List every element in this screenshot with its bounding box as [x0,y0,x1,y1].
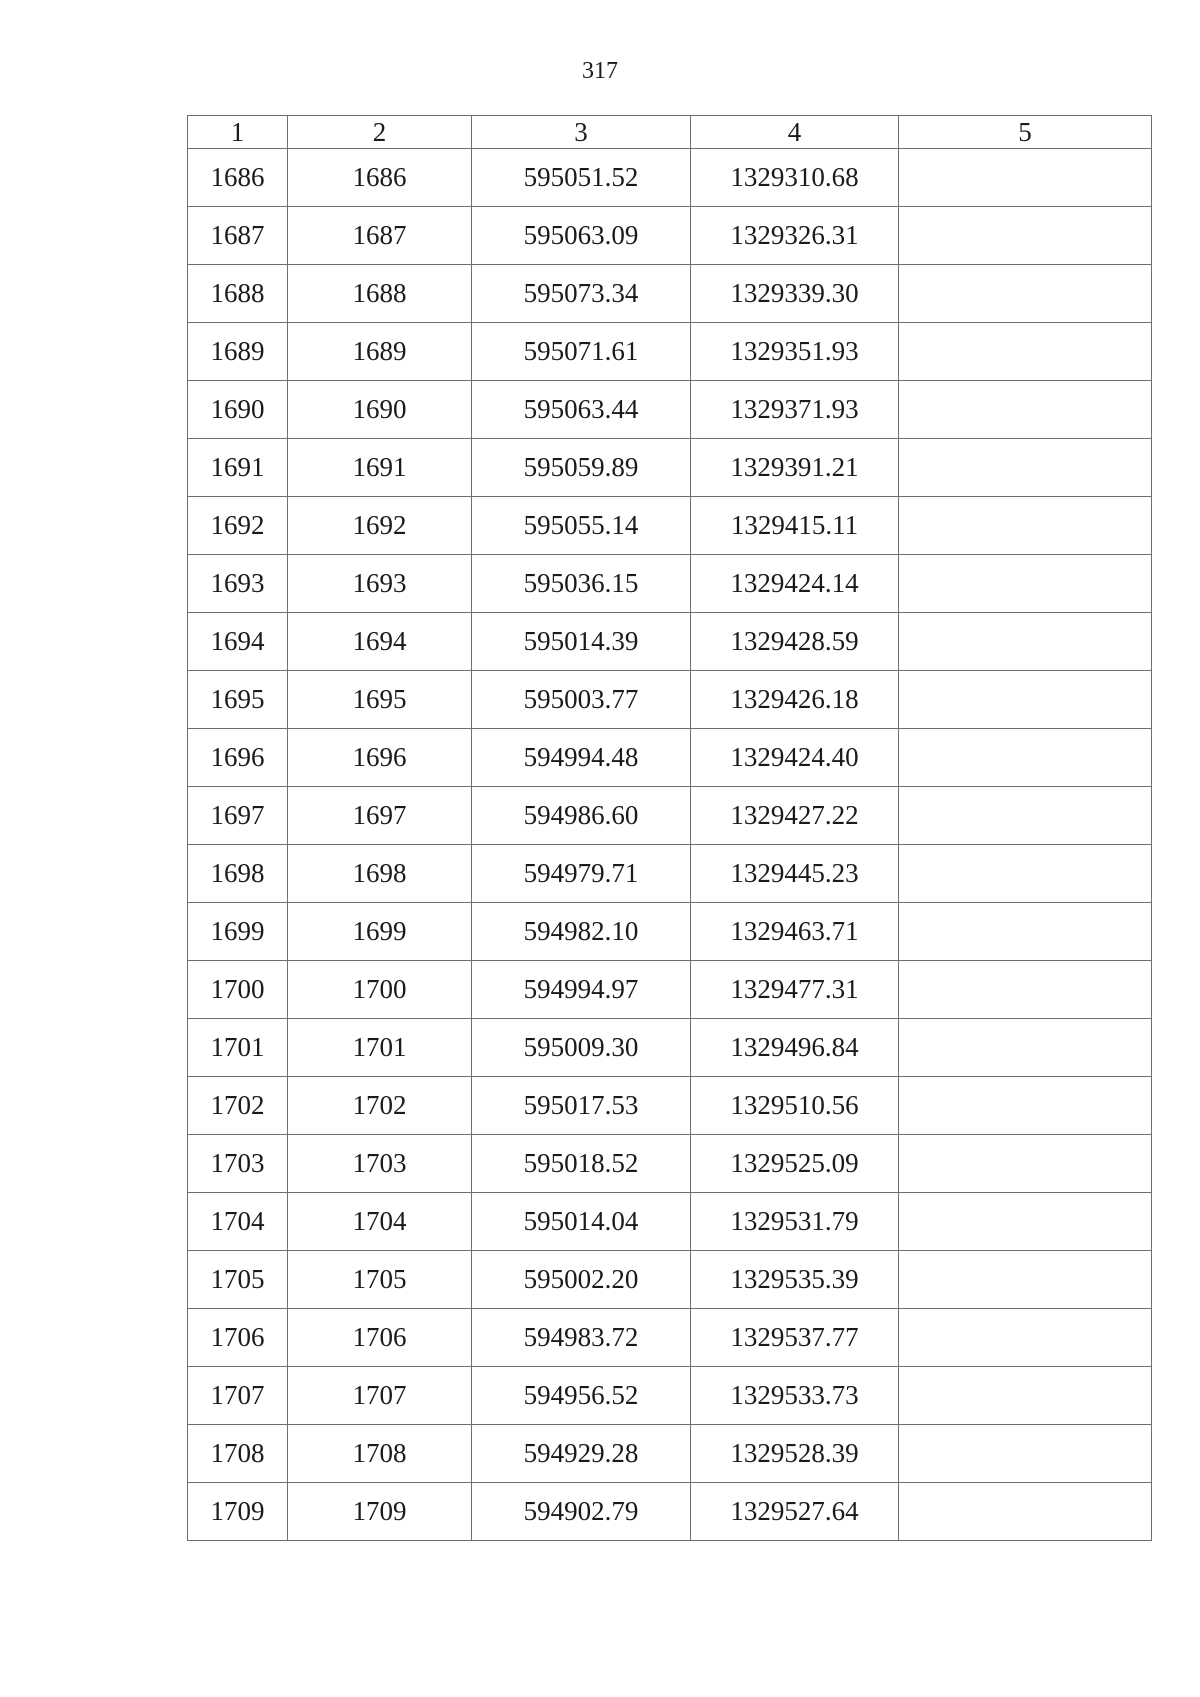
cell-note [899,1135,1152,1193]
cell-coordinate-y: 1329326.31 [691,207,899,265]
cell-note [899,1251,1152,1309]
cell-point-label: 1707 [288,1367,472,1425]
cell-coordinate-x: 595063.09 [472,207,691,265]
cell-point-label: 1696 [288,729,472,787]
cell-point-label: 1693 [288,555,472,613]
cell-coordinate-y: 1329525.09 [691,1135,899,1193]
cell-coordinate-x: 594994.97 [472,961,691,1019]
cell-point-number: 1692 [188,497,288,555]
table-row [188,555,1152,613]
cell-note [899,961,1152,1019]
cell-coordinate-y: 1329527.64 [691,1483,899,1541]
cell-point-number: 1704 [188,1193,288,1251]
cell-note [899,613,1152,671]
cell-coordinate-y: 1329533.73 [691,1367,899,1425]
cell-note [899,1019,1152,1077]
cell-point-number: 1694 [188,613,288,671]
table-row [188,323,1152,381]
cell-point-number: 1699 [188,903,288,961]
cell-coordinate-y: 1329424.40 [691,729,899,787]
cell-point-number: 1696 [188,729,288,787]
cell-note [899,497,1152,555]
cell-coordinate-x: 595003.77 [472,671,691,729]
cell-point-label: 1691 [288,439,472,497]
cell-point-number: 1707 [188,1367,288,1425]
cell-point-number: 1708 [188,1425,288,1483]
cell-coordinate-x: 595018.52 [472,1135,691,1193]
cell-coordinate-y: 1329537.77 [691,1309,899,1367]
cell-coordinate-y: 1329535.39 [691,1251,899,1309]
cell-note [899,1309,1152,1367]
cell-coordinate-y: 1329463.71 [691,903,899,961]
cell-coordinate-x: 594982.10 [472,903,691,961]
table-row [188,613,1152,671]
cell-note [899,323,1152,381]
cell-note [899,903,1152,961]
table-row [188,729,1152,787]
cell-note [899,1367,1152,1425]
table-row [188,787,1152,845]
cell-note [899,1483,1152,1541]
table-row [188,1077,1152,1135]
table-row [188,207,1152,265]
column-header-1: 1 [188,116,288,149]
cell-coordinate-y: 1329477.31 [691,961,899,1019]
cell-point-label: 1700 [288,961,472,1019]
coordinates-table [187,115,1152,1541]
cell-point-number: 1691 [188,439,288,497]
cell-note [899,381,1152,439]
table-row [188,1251,1152,1309]
cell-coordinate-x: 595017.53 [472,1077,691,1135]
cell-coordinate-x: 594983.72 [472,1309,691,1367]
cell-point-label: 1702 [288,1077,472,1135]
table-row [188,845,1152,903]
cell-point-label: 1697 [288,787,472,845]
cell-coordinate-y: 1329391.21 [691,439,899,497]
table-row [188,149,1152,207]
cell-coordinate-x: 594902.79 [472,1483,691,1541]
cell-point-number: 1693 [188,555,288,613]
cell-coordinate-x: 595009.30 [472,1019,691,1077]
cell-coordinate-x: 594986.60 [472,787,691,845]
cell-coordinate-y: 1329445.23 [691,845,899,903]
cell-point-label: 1690 [288,381,472,439]
cell-coordinate-x: 595051.52 [472,149,691,207]
cell-point-label: 1709 [288,1483,472,1541]
cell-note [899,671,1152,729]
page-number: 317 [582,58,618,84]
cell-point-number: 1697 [188,787,288,845]
cell-coordinate-y: 1329351.93 [691,323,899,381]
cell-coordinate-y: 1329339.30 [691,265,899,323]
cell-point-number: 1695 [188,671,288,729]
cell-coordinate-y: 1329415.11 [691,497,899,555]
cell-coordinate-y: 1329528.39 [691,1425,899,1483]
cell-point-label: 1699 [288,903,472,961]
table-row [188,1019,1152,1077]
table-row [188,961,1152,1019]
table-row [188,1425,1152,1483]
cell-point-label: 1689 [288,323,472,381]
cell-point-number: 1703 [188,1135,288,1193]
cell-coordinate-x: 595059.89 [472,439,691,497]
cell-point-label: 1708 [288,1425,472,1483]
column-header-2: 2 [288,116,472,149]
cell-point-number: 1686 [188,149,288,207]
cell-coordinate-x: 595055.14 [472,497,691,555]
cell-coordinate-y: 1329371.93 [691,381,899,439]
cell-coordinate-x: 594979.71 [472,845,691,903]
cell-point-number: 1706 [188,1309,288,1367]
table-body [188,149,1152,1541]
table-row [188,1483,1152,1541]
table-row [188,1135,1152,1193]
cell-coordinate-y: 1329424.14 [691,555,899,613]
cell-point-number: 1709 [188,1483,288,1541]
cell-point-number: 1690 [188,381,288,439]
column-header-5: 5 [899,116,1152,149]
cell-note [899,439,1152,497]
cell-point-number: 1688 [188,265,288,323]
cell-note [899,1077,1152,1135]
cell-coordinate-y: 1329510.56 [691,1077,899,1135]
cell-coordinate-x: 594994.48 [472,729,691,787]
cell-coordinate-x: 595036.15 [472,555,691,613]
table-row [188,1309,1152,1367]
cell-point-label: 1695 [288,671,472,729]
cell-point-label: 1694 [288,613,472,671]
table-row [188,497,1152,555]
cell-coordinate-x: 595014.04 [472,1193,691,1251]
cell-point-number: 1689 [188,323,288,381]
cell-point-number: 1698 [188,845,288,903]
cell-point-number: 1700 [188,961,288,1019]
column-header-3: 3 [472,116,691,149]
cell-note [899,555,1152,613]
cell-point-label: 1698 [288,845,472,903]
cell-point-label: 1706 [288,1309,472,1367]
cell-point-label: 1701 [288,1019,472,1077]
table-row [188,1367,1152,1425]
table-row [188,439,1152,497]
cell-point-label: 1687 [288,207,472,265]
cell-coordinate-x: 595071.61 [472,323,691,381]
table-row [188,1193,1152,1251]
cell-point-label: 1688 [288,265,472,323]
cell-coordinate-x: 594929.28 [472,1425,691,1483]
cell-point-label: 1704 [288,1193,472,1251]
cell-coordinate-y: 1329427.22 [691,787,899,845]
cell-coordinate-y: 1329496.84 [691,1019,899,1077]
cell-point-number: 1702 [188,1077,288,1135]
cell-coordinate-x: 595014.39 [472,613,691,671]
cell-coordinate-x: 595073.34 [472,265,691,323]
table-row [188,671,1152,729]
column-header-4: 4 [691,116,899,149]
cell-coordinate-y: 1329310.68 [691,149,899,207]
cell-point-label: 1705 [288,1251,472,1309]
table-row [188,381,1152,439]
cell-note [899,1425,1152,1483]
cell-coordinate-x: 595063.44 [472,381,691,439]
cell-note [899,787,1152,845]
table-row [188,903,1152,961]
cell-coordinate-y: 1329428.59 [691,613,899,671]
table-row [188,265,1152,323]
cell-coordinate-y: 1329426.18 [691,671,899,729]
cell-note [899,207,1152,265]
cell-coordinate-x: 594956.52 [472,1367,691,1425]
cell-coordinate-y: 1329531.79 [691,1193,899,1251]
cell-note [899,149,1152,207]
cell-note [899,1193,1152,1251]
cell-point-number: 1701 [188,1019,288,1077]
cell-point-number: 1687 [188,207,288,265]
cell-point-label: 1686 [288,149,472,207]
cell-point-label: 1703 [288,1135,472,1193]
cell-point-number: 1705 [188,1251,288,1309]
cell-note [899,845,1152,903]
cell-coordinate-x: 595002.20 [472,1251,691,1309]
cell-note [899,729,1152,787]
cell-point-label: 1692 [288,497,472,555]
cell-note [899,265,1152,323]
table-header-row [188,116,1152,149]
